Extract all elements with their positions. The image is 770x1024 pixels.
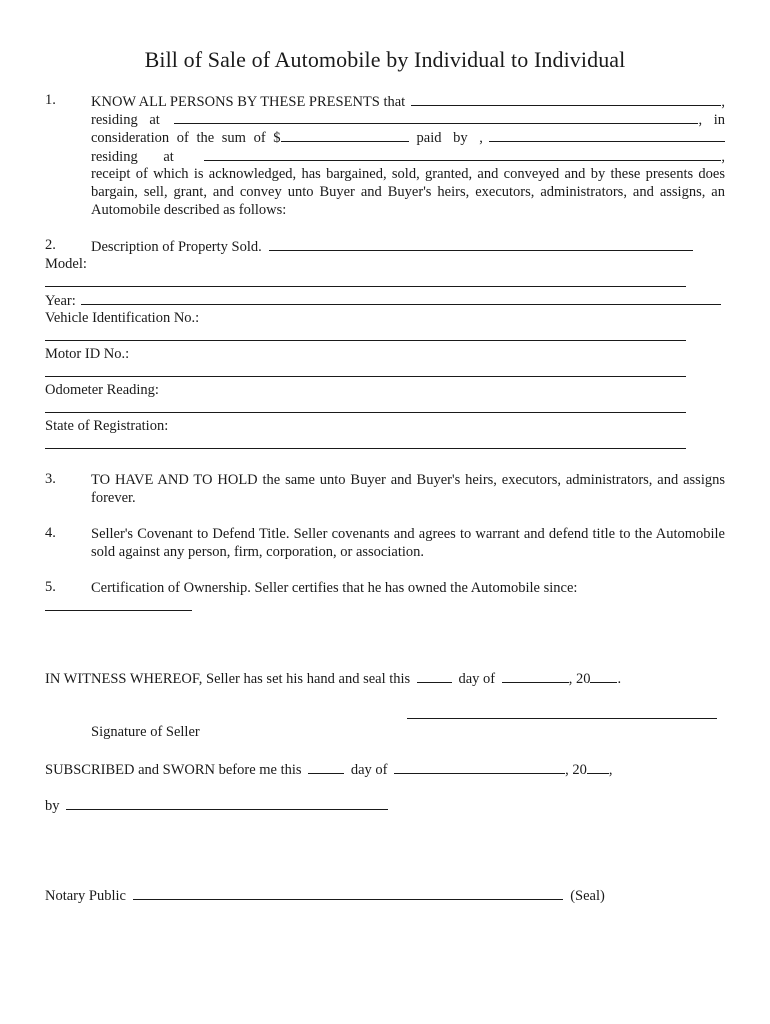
motor-id-field[interactable]: [45, 363, 686, 382]
vin-label: Vehicle Identification No.:: [45, 310, 200, 326]
witness-text: IN WITNESS WHEREOF, Seller has set his hand and seal this: [45, 671, 411, 687]
year-blank[interactable]: [81, 291, 721, 305]
sworn-clause: [45, 760, 612, 779]
section-1-line1-text: KNOW ALL PERSONS BY THESE PRESENTS that: [91, 94, 406, 110]
notary-field: [45, 886, 605, 905]
year-label: Year:: [45, 293, 76, 309]
buyer-address-blank[interactable]: [204, 147, 722, 161]
by-label: by: [45, 798, 60, 814]
section-1-line4-text: residing at: [91, 148, 174, 165]
seller-name-blank[interactable]: [411, 92, 721, 106]
witness-month-blank[interactable]: [502, 669, 569, 683]
section-1-line2-text: residing at: [91, 112, 160, 129]
witness-year-prefix: , 20: [568, 671, 591, 687]
by-field: [45, 796, 388, 815]
section-5-number: 5.: [45, 579, 56, 595]
model-field[interactable]: [45, 273, 686, 292]
sworn-year-prefix: , 20: [565, 762, 587, 778]
sworn-day-of: day of: [350, 762, 388, 778]
section-1-number: 1.: [45, 92, 56, 108]
witness-end: .: [617, 671, 622, 687]
section-3-body: TO HAVE AND TO HOLD the same unto Buyer and Buyer's heirs, executors, administrators, and assigns forever.: [91, 472, 725, 507]
buyer-name-blank[interactable]: [489, 128, 725, 142]
property-description-label: Description of Property Sold.: [91, 239, 262, 255]
witness-year-blank[interactable]: [590, 669, 617, 683]
ownership-since-field[interactable]: [45, 597, 192, 616]
property-description-blank[interactable]: [269, 237, 693, 251]
witness-day-blank[interactable]: [417, 669, 452, 683]
section-1-line2-end: , in: [698, 112, 725, 129]
state-label: State of Registration:: [45, 418, 169, 434]
seal-label: (Seal): [570, 888, 605, 904]
document-title: Bill of Sale of Automobile by Individual to Individual: [144, 47, 626, 72]
section-1-line1-end: ,: [721, 94, 725, 110]
section-1-line3-mid: paid by ,: [416, 130, 483, 147]
section-2-heading: [91, 237, 693, 255]
state-field[interactable]: [45, 435, 686, 454]
model-label: Model:: [45, 256, 87, 272]
sworn-day-blank[interactable]: [308, 760, 344, 774]
witness-day-of: day of: [458, 671, 496, 687]
year-field: [45, 291, 721, 310]
section-4-body: Seller's Covenant to Defend Title. Seller covenants and agrees to warrant and defend title to the Automobile sold against any person, firm, corporation, or association.: [91, 526, 725, 561]
signature-of-seller-label: Signature of Seller: [91, 724, 200, 740]
section-4-number: 4.: [45, 525, 56, 541]
section-1-body: receipt of which is acknowledged, has bargained, sold, granted, and conveyed and by these presents does bargain, sell, grant, and convey unto Buyer and Buyer's heirs, executors, administrators, and assigns, an Automobile described as follows:: [91, 165, 725, 219]
seller-address-blank[interactable]: [174, 110, 699, 124]
section-1: [91, 92, 725, 219]
sworn-text: SUBSCRIBED and SWORN before me this: [45, 762, 302, 778]
sworn-month-blank[interactable]: [394, 760, 565, 774]
by-blank[interactable]: [66, 796, 388, 810]
section-5-body: Certification of Ownership. Seller certifies that he has owned the Automobile since:: [91, 580, 578, 596]
sworn-end: ,: [608, 762, 613, 778]
seller-signature-line[interactable]: [407, 705, 717, 723]
section-1-line3-text: consideration of the sum of $: [91, 130, 281, 147]
motor-id-label: Motor ID No.:: [45, 346, 130, 362]
section-1-line4-end: ,: [721, 148, 725, 165]
odometer-field[interactable]: [45, 399, 686, 418]
vin-field[interactable]: [45, 327, 686, 346]
notary-signature-blank[interactable]: [133, 886, 563, 900]
sale-amount-blank[interactable]: [281, 128, 409, 142]
notary-public-label: Notary Public: [45, 888, 126, 904]
section-2-number: 2.: [45, 237, 56, 253]
section-3-number: 3.: [45, 471, 56, 487]
witness-clause: [45, 669, 621, 688]
sworn-year-blank[interactable]: [587, 760, 609, 774]
odometer-label: Odometer Reading:: [45, 382, 159, 398]
